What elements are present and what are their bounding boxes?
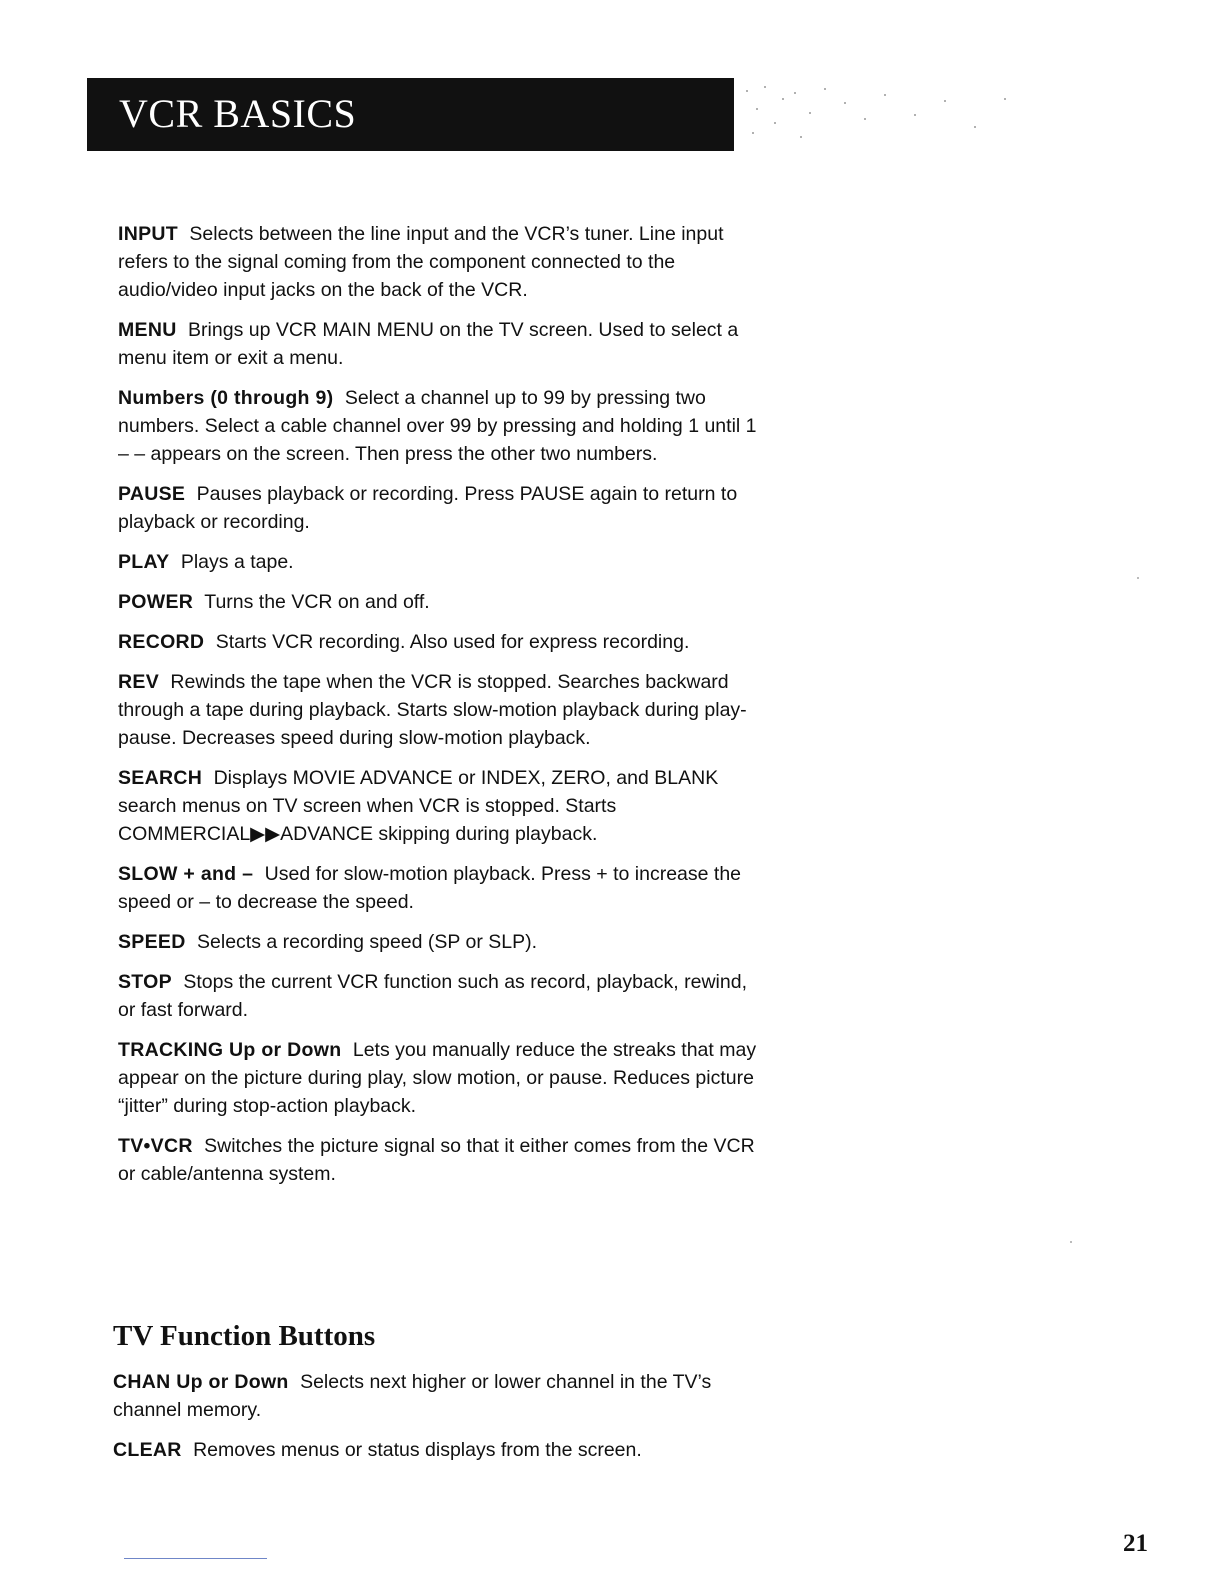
entry-stop: [118, 968, 758, 1024]
entry-text: Plays a tape.: [180, 551, 294, 573]
entry-text: Used for slow-motion playback. Press + to increase the speed or – to decrease the speed.: [118, 863, 742, 913]
header-bar: [87, 78, 734, 151]
entry-text: Starts VCR recording. Also used for express recording.: [215, 631, 690, 653]
entry-text: Stops the current VCR function such as record, playback, rewind, or fast forward.: [118, 971, 747, 1021]
entry-text: Removes menus or status displays from the screen.: [193, 1439, 642, 1461]
tv-button-list: [113, 1368, 753, 1476]
entry-input: [118, 220, 758, 304]
entry-term: Numbers (0 through 9): [118, 387, 334, 409]
entry-term: SPEED: [118, 931, 186, 953]
entry-text: Rewinds the tape when the VCR is stopped. Searches backward through a tape during playback. Starts slow-motion playback during play-pause. Decreases speed during slow-motion playback.: [118, 671, 747, 749]
entry-text: Displays MOVIE ADVANCE or INDEX, ZERO, and BLANK search menus on TV screen when VCR is stopped. Starts COMMERCIAL▶▶ADVANCE skipping during playback.: [118, 767, 719, 845]
margin-mark: [1137, 577, 1139, 579]
entry-term: MENU: [118, 319, 177, 341]
entry-term: REV: [118, 671, 159, 693]
entry-term: SEARCH: [118, 767, 203, 789]
entry-chan: [113, 1368, 753, 1424]
entry-text: Brings up VCR MAIN MENU on the TV screen. Used to select a menu item or exit a menu.: [118, 319, 739, 369]
footer-rule: [124, 1558, 267, 1559]
entry-term: CLEAR: [113, 1439, 182, 1461]
entry-term: POWER: [118, 591, 194, 613]
decorative-speckle: [734, 78, 1054, 158]
entry-menu: [118, 316, 758, 372]
entry-slow: [118, 860, 758, 916]
entry-tv-vcr: [118, 1132, 758, 1188]
entry-term: CHAN Up or Down: [113, 1371, 289, 1393]
vcr-button-list: [118, 220, 758, 1200]
entry-record: [118, 628, 758, 656]
entry-term: PAUSE: [118, 483, 186, 505]
entry-text: Selects a recording speed (SP or SLP).: [197, 931, 538, 953]
margin-mark: [1070, 1241, 1072, 1243]
entry-power: [118, 588, 758, 616]
entry-term: TV•VCR: [118, 1135, 193, 1157]
section-heading: TV Function Buttons: [113, 1320, 376, 1352]
entry-clear: [113, 1436, 753, 1464]
entry-text: Select a channel up to 99 by pressing two numbers. Select a cable channel over 99 by pressing and holding 1 until 1 – – appears on the screen. Then press the other two numbers.: [118, 387, 757, 465]
entry-search: [118, 764, 758, 848]
entry-text: Pauses playback or recording. Press PAUSE again to return to playback or recording.: [118, 483, 738, 533]
page-number: 21: [1123, 1530, 1148, 1557]
entry-tracking: [118, 1036, 758, 1120]
entry-term: SLOW + and –: [118, 863, 254, 885]
entry-text: Selects next higher or lower channel in the TV’s channel memory.: [113, 1371, 712, 1421]
entry-numbers: [118, 384, 758, 468]
entry-text: Switches the picture signal so that it either comes from the VCR or cable/antenna system.: [118, 1135, 755, 1185]
entry-term: INPUT: [118, 223, 178, 245]
entry-speed: [118, 928, 758, 956]
entry-text: Turns the VCR on and off.: [204, 591, 430, 613]
page-title: VCR BASICS: [119, 91, 357, 136]
entry-play: [118, 548, 758, 576]
entry-term: TRACKING Up or Down: [118, 1039, 342, 1061]
entry-rev: [118, 668, 758, 752]
entry-term: PLAY: [118, 551, 170, 573]
entry-term: STOP: [118, 971, 172, 993]
entry-text: Selects between the line input and the VCR’s tuner. Line input refers to the signal coming from the component connected to the audio/video input jacks on the back of the VCR.: [118, 223, 724, 301]
entry-term: RECORD: [118, 631, 205, 653]
entry-pause: [118, 480, 758, 536]
entry-text: Lets you manually reduce the streaks that may appear on the picture during play, slow motion, or pause. Reduces picture “jitter” during stop-action playback.: [118, 1039, 757, 1117]
